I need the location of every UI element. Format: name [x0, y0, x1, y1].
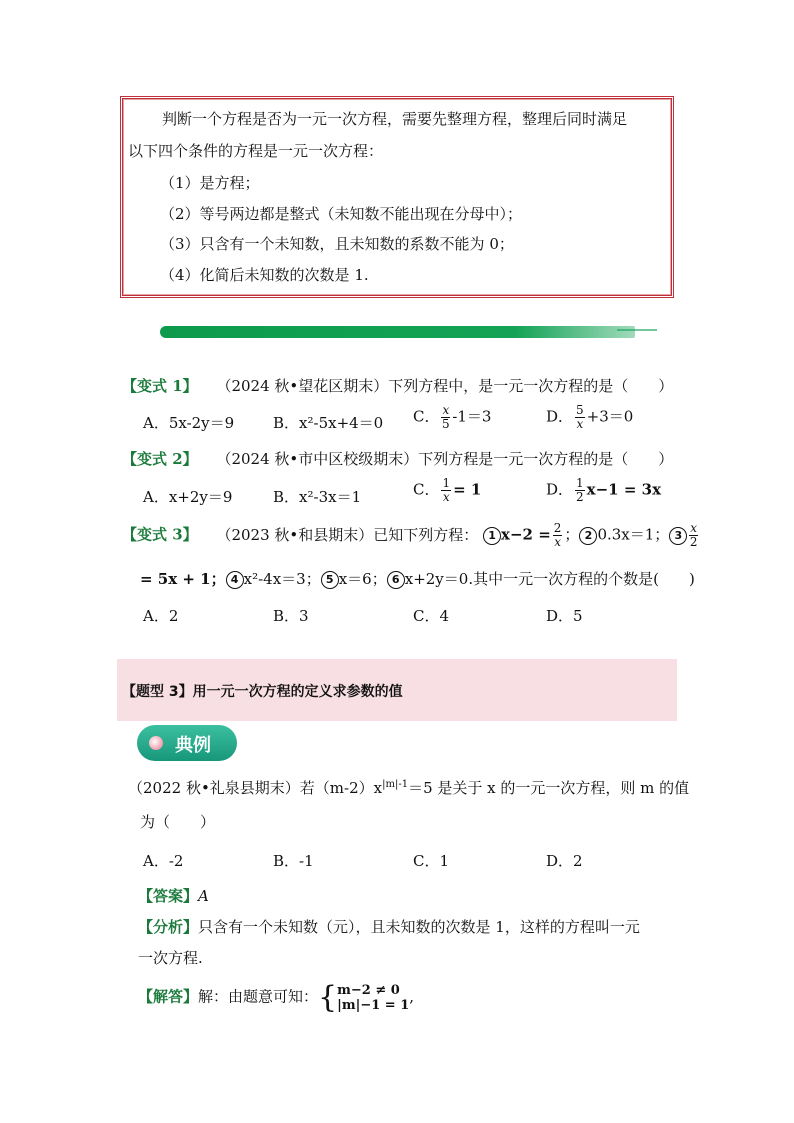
circle-4-icon: 4: [226, 571, 244, 589]
v1-option-c: C． $\frac{x}{5}$ -1＝3: [413, 403, 492, 431]
variant-1-question: （2024 秋•望花区期末）下列方程中，是一元一次方程的是（ ）: [216, 377, 674, 395]
v2-option-a: A．x+2y＝9: [143, 488, 233, 506]
circle-1-icon: 1: [483, 527, 501, 545]
ex-option-c: C．1: [413, 852, 450, 870]
v2-option-c: C． $\frac{1}{x}$ = 1: [413, 476, 482, 504]
variant-2-question: （2024 秋•市中区校级期末）下列方程是一元一次方程的是（ ）: [216, 450, 674, 468]
circle-5-icon: 5: [321, 571, 339, 589]
example-question-line1: （2022 秋•礼泉县期末）若$(m-2)x^{|m|-1}=5$ 是关于 x 的一元一次方程，则 m 的值: [128, 779, 690, 797]
v3-option-c: C．4: [413, 607, 450, 625]
v3-option-b: B．3: [273, 607, 309, 625]
v3-option-a: A．2: [143, 607, 179, 625]
ex-option-b: B．-1: [273, 852, 314, 870]
v2-option-b: B．x²-3x＝1: [273, 488, 362, 506]
condition-3: （3）只含有一个未知数，且未知数的系数不能为 0；: [160, 235, 514, 253]
v2-option-d: D． $\frac{1}{2}$ x−1 = 3x: [546, 476, 662, 504]
ex-option-d: D．2: [546, 852, 583, 870]
solution-line: 【解答】解：由题意可知：{m−2 ≠ 0 |m|−1 = 1,: [138, 980, 415, 1015]
circle-2-icon: 2: [579, 527, 597, 545]
example-question-line2: 为（ ）: [140, 813, 216, 831]
variant-2-tag: 【变式 2】: [122, 450, 198, 468]
v1-option-d: D． $\frac{5}{x}$ +3＝0: [546, 403, 634, 431]
v3-option-d: D．5: [546, 607, 583, 625]
v1-option-b: B．x²-5x+4＝0: [273, 414, 384, 432]
example-pill: 典例: [137, 725, 237, 761]
green-divider: [160, 326, 635, 338]
v3-line2-eq: = 5x + 1；: [140, 570, 226, 588]
circle-6-icon: 6: [387, 571, 405, 589]
variant-3-question: （2023 秋•和县期末）已知下列方程：: [216, 525, 479, 544]
condition-4: （4）化简后未知数的次数是 1.: [160, 266, 369, 284]
analysis-line1: 【分析】只含有一个未知数（元），且未知数的次数是 1，这样的方程叫一元: [138, 918, 640, 936]
ex-option-a: A．-2: [143, 852, 184, 870]
v1-option-a: A．5x-2y＝9: [143, 414, 235, 432]
box-intro-2: 以下四个条件的方程是一元一次方程：: [128, 142, 384, 160]
variant-1-tag: 【变式 1】: [122, 377, 198, 395]
condition-2: （2）等号两边都是整式（未知数不能出现在分母中）；: [160, 205, 523, 223]
variant-3-tag: 【变式 3】: [122, 525, 198, 544]
analysis-line2: 一次方程.: [138, 949, 203, 967]
condition-1: （1）是方程；: [160, 174, 260, 192]
box-intro-1: 判断一个方程是否为一元一次方程，需要先整理方程，整理后同时满足: [162, 110, 628, 128]
answer-line: 【答案】A: [138, 887, 209, 905]
bullet-dot-icon: [149, 736, 163, 750]
circle-3-icon: 3: [669, 527, 687, 545]
type-3-title: 【题型 3】用一元一次方程的定义求参数的值: [122, 684, 403, 700]
